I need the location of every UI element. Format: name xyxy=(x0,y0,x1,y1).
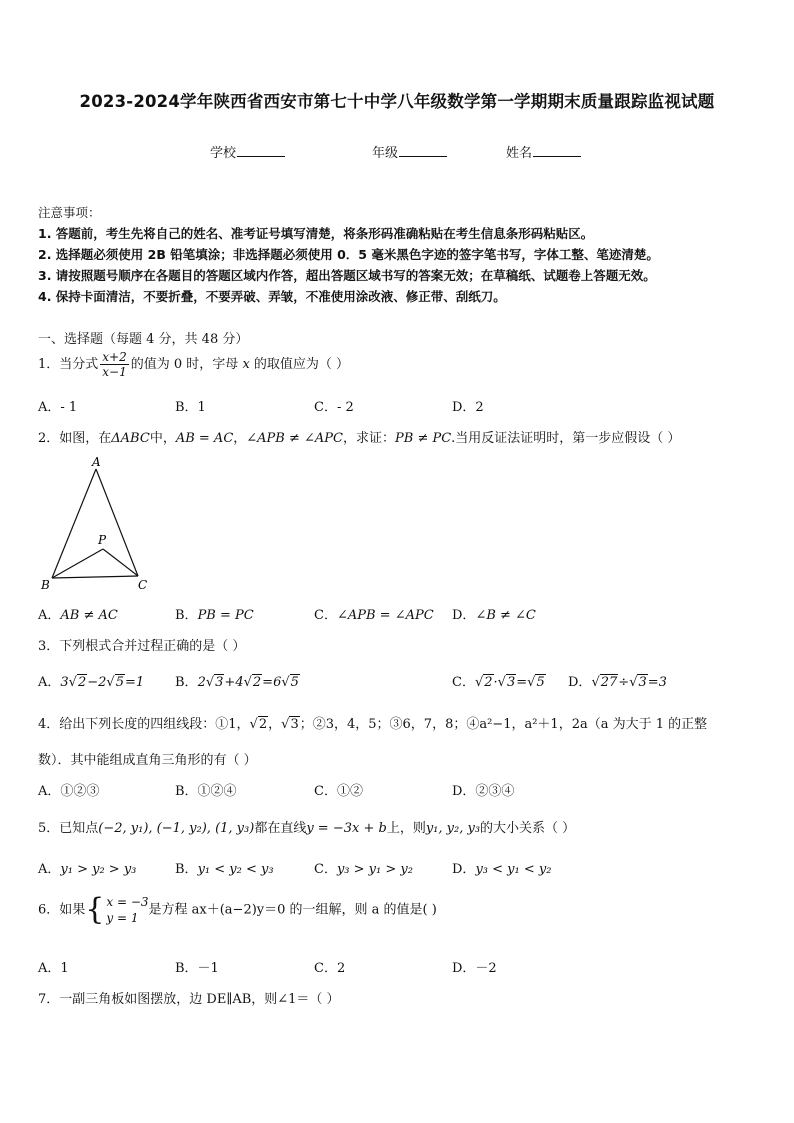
note-item: 1. 答题前，考生先将自己的姓名、准考证号填写清楚，将条形码准确粘贴在考生信息条形码粘贴区。 xyxy=(38,226,594,241)
question-2: 2．如图，在ΔABC中，AB = AC，∠APB ≠ ∠APC，求证：PB ≠ PC.当用反证法证明时，第一步应假设（ ） xyxy=(38,431,681,446)
q2-option-b[interactable]: B．PB = PC xyxy=(175,608,254,623)
name-label: 姓名 xyxy=(506,146,533,161)
q5-option-b[interactable]: B．y₁ < y₂ < y₃ xyxy=(175,862,274,877)
q3-option-a[interactable]: A．3√2−2√5=1 xyxy=(38,675,145,690)
notes-heading: 注意事项： xyxy=(38,205,101,220)
q4-option-d[interactable]: D．②③④ xyxy=(452,784,515,799)
side-bc xyxy=(52,576,138,578)
question-7: 7．一副三角板如图摆放，边 DE∥AB，则∠1＝（ ） xyxy=(38,992,340,1007)
q1-option-d[interactable]: D．2 xyxy=(452,400,484,415)
segment-pb xyxy=(52,549,103,578)
q5-option-a[interactable]: A．y₁ > y₂ > y₃ xyxy=(38,862,137,877)
q2-option-c[interactable]: C．∠APB = ∠APC xyxy=(314,608,434,623)
q1-option-a[interactable]: A．- 1 xyxy=(38,400,78,415)
q6-option-b[interactable]: B．－1 xyxy=(175,961,219,976)
q2-option-d[interactable]: D．∠B ≠ ∠C xyxy=(452,608,536,623)
school-label: 学校 xyxy=(210,146,237,161)
question-4-line-1: 4．给出下列长度的四组线段：①1，√2，√3；②3，4，5；③6，7，8；④a²−1，a²＋1，2a（a 为大于 1 的正整 xyxy=(38,717,708,732)
school-field[interactable] xyxy=(210,142,285,161)
fraction: $\frac{x+2}{x-1}$ xyxy=(102,350,127,379)
note-item: 2. 选择题必须使用 2B 铅笔填涂；非选择题必须使用 0．5 毫米黑色字迹的签字笔书写，字体工整、笔迹清楚。 xyxy=(38,247,659,262)
question-4-line-2: 数）．其中能组成直角三角形的有（ ） xyxy=(38,753,257,768)
q6-option-a[interactable]: A．1 xyxy=(38,961,69,976)
school-blank[interactable] xyxy=(237,145,285,157)
q2-option-a[interactable]: A．AB ≠ AC xyxy=(38,608,118,623)
equation-system: x = −3 y = 1 xyxy=(106,895,149,925)
triangle-figure xyxy=(38,455,158,595)
page-title: 2023-2024学年陕西省西安市第七十中学八年级数学第一学期期末质量跟踪监视试题 xyxy=(79,92,715,111)
grade-field[interactable] xyxy=(372,142,447,161)
q3-option-d[interactable]: D．√27÷√3=3 xyxy=(568,675,667,690)
grade-blank[interactable] xyxy=(399,145,447,157)
vertex-label-c: C xyxy=(138,578,148,592)
question-3: 3．下列根式合并过程正确的是（ ） xyxy=(38,639,246,654)
question-6: 6．如果{ x = −3 y = 1 是方程 ax＋(a−2)y＝0 的一组解，则 a 的值是( ) xyxy=(38,892,437,927)
name-field[interactable] xyxy=(506,142,581,161)
q1-option-c[interactable]: C．- 2 xyxy=(314,400,354,415)
vertex-label-b: B xyxy=(41,578,50,592)
note-item: 4. 保持卡面清洁，不要折叠，不要弄破、弄皱，不准使用涂改液、修正带、刮纸刀。 xyxy=(38,289,506,304)
q5-option-d[interactable]: D．y₃ < y₁ < y₂ xyxy=(452,862,552,877)
q6-option-c[interactable]: C．2 xyxy=(314,961,346,976)
point-label-p: P xyxy=(98,533,107,547)
q1-option-b[interactable]: B．1 xyxy=(175,400,206,415)
name-blank[interactable] xyxy=(533,145,581,157)
question-1: 1．当分式 $\frac{x+2}{x-1}$ 的值为 0 时，字母 x 的取值应为（ ） xyxy=(38,350,350,379)
vertex-label-a: A xyxy=(92,455,101,469)
note-item: 3. 请按照题号顺序在各题目的答题区域内作答，超出答题区域书写的答案无效；在草稿纸、试题卷上答题无效。 xyxy=(38,268,656,283)
q3-option-c[interactable]: C．√2·√3=√5 xyxy=(452,675,545,690)
q5-option-c[interactable]: C．y₃ > y₁ > y₂ xyxy=(314,862,413,877)
q6-option-d[interactable]: D．－2 xyxy=(452,961,497,976)
q4-option-b[interactable]: B．①②④ xyxy=(175,784,237,799)
section-title: 一、选择题（每题 4 分，共 48 分） xyxy=(38,332,249,347)
q4-option-a[interactable]: A．①②③ xyxy=(38,784,100,799)
q4-option-c[interactable]: C．①② xyxy=(314,784,363,799)
grade-label: 年级 xyxy=(372,146,399,161)
q3-option-b[interactable]: B．2√3+4√2=6√5 xyxy=(175,675,299,690)
side-ab xyxy=(52,469,96,578)
question-5: 5．已知点(−2, y₁), (−1, y₂), (1, y₃)都在直线y = −3x + b上，则y₁, y₂, y₃的大小关系（ ） xyxy=(38,821,576,836)
